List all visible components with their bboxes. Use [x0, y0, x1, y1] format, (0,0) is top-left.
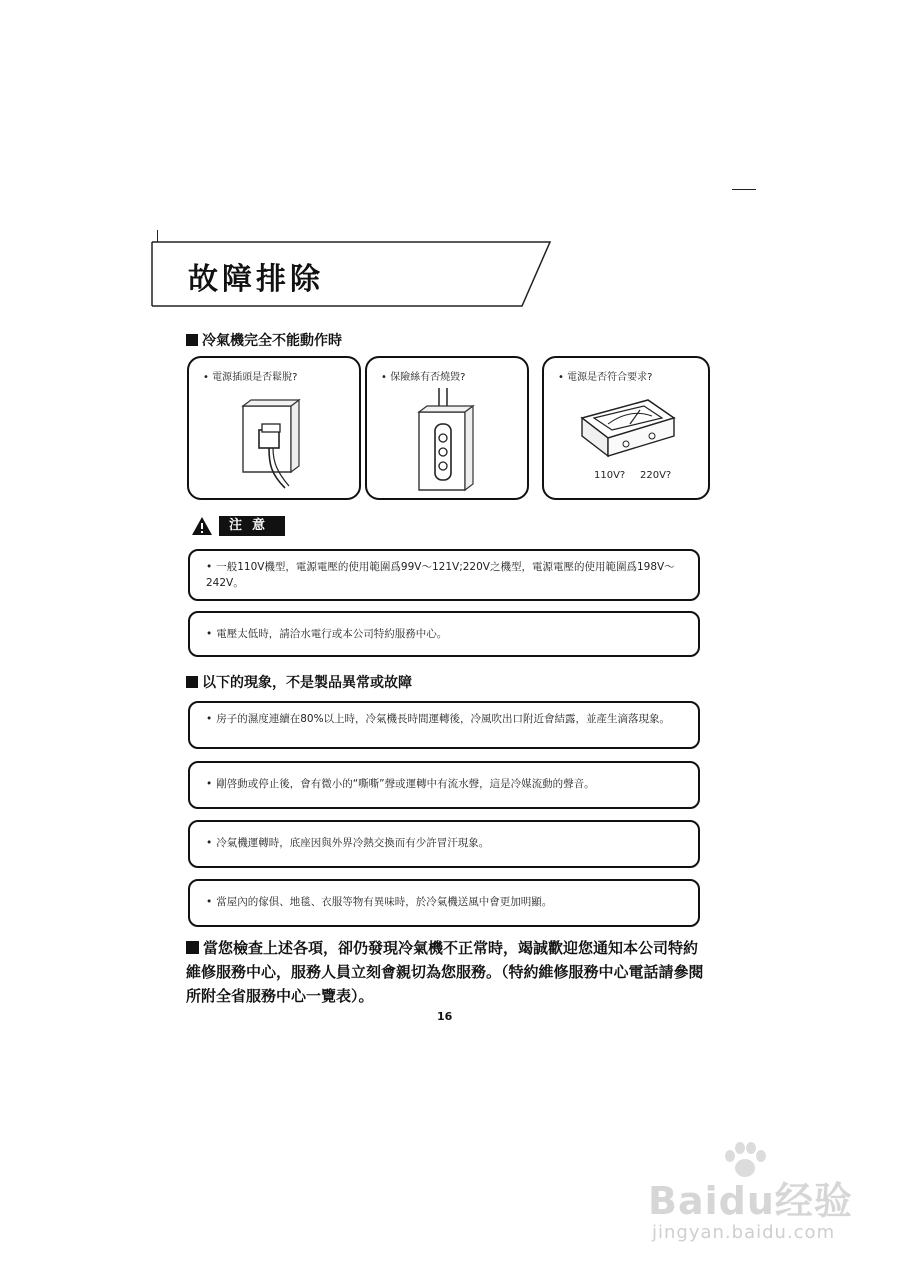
baidu-watermark-url: jingyan.baidu.com	[652, 1222, 836, 1243]
scan-mark-right	[732, 189, 756, 190]
card-question: • 電源插頭是否鬆脫?	[203, 372, 298, 383]
section-heading-not-working	[186, 330, 342, 350]
voltage-option-220: 220V?	[640, 470, 672, 481]
wall-outlet-plug-icon	[229, 394, 319, 490]
fuse-outlet-icon	[407, 388, 487, 494]
card-question: • 保險絲有否燒毀?	[381, 372, 466, 383]
notice-item-voltage-range: • 一般110V機型，電源電壓的使用範圍爲99V～121V;220V之機型，電源電壓的使用範圍爲198V～242V。	[188, 549, 700, 601]
notice-label: 注意	[219, 516, 285, 536]
phenomenon-item-refrigerant-sound: • 剛啓動或停止後，會有微小的“嘶嘶”聲或運轉中有流水聲，這是冷媒流動的聲音。	[188, 761, 700, 809]
voltage-option-110: 110V?	[594, 470, 626, 481]
page-number: 16	[437, 1010, 453, 1023]
voltmeter-icon	[578, 394, 678, 464]
check-card-plug	[187, 356, 361, 500]
check-card-voltage	[542, 356, 710, 500]
notice-badge	[191, 516, 285, 536]
warning-triangle-icon	[191, 516, 213, 536]
bullet-square-icon	[186, 676, 198, 688]
check-card-fuse	[365, 356, 529, 500]
phenomenon-item-base-sweating: • 冷氣機運轉時，底座因與外界冷熱交換而有少許冒汗現象。	[188, 820, 700, 868]
section-heading-text: 冷氣機完全不能動作時	[202, 333, 342, 349]
bullet-square-icon	[186, 941, 199, 954]
notice-item-low-voltage: • 電壓太低時，請洽水電行或本公司特約服務中心。	[188, 611, 700, 657]
section-heading-text: 以下的現象，不是製品異常或故障	[202, 675, 412, 691]
phenomenon-item-condensation: • 房子的濕度連續在80%以上時，冷氣機長時間運轉後，冷風吹出口附近會結露，並產生滴落現象。	[188, 701, 700, 749]
baidu-watermark-logo: Baidu经验	[648, 1179, 853, 1223]
card-question: • 電源是否符合要求?	[558, 372, 653, 383]
bullet-square-icon	[186, 334, 198, 346]
closing-paragraph: 當您檢查上述各項，卻仍發現冷氣機不正常時，竭誠歡迎您通知本公司特約維修服務中心，服務人員立刻會親切為您服務。（特約維修服務中心電話請參閱所附全省服務中心一覽表）。	[186, 939, 704, 1005]
paw-watermark-icon	[720, 1140, 770, 1180]
page-title: 故障排除	[188, 262, 324, 297]
phenomenon-item-odor: • 當屋內的傢俱、地毯、衣服等物有異味時，於冷氣機送風中會更加明顯。	[188, 879, 700, 927]
section-heading-normal-phenomena	[186, 672, 412, 692]
